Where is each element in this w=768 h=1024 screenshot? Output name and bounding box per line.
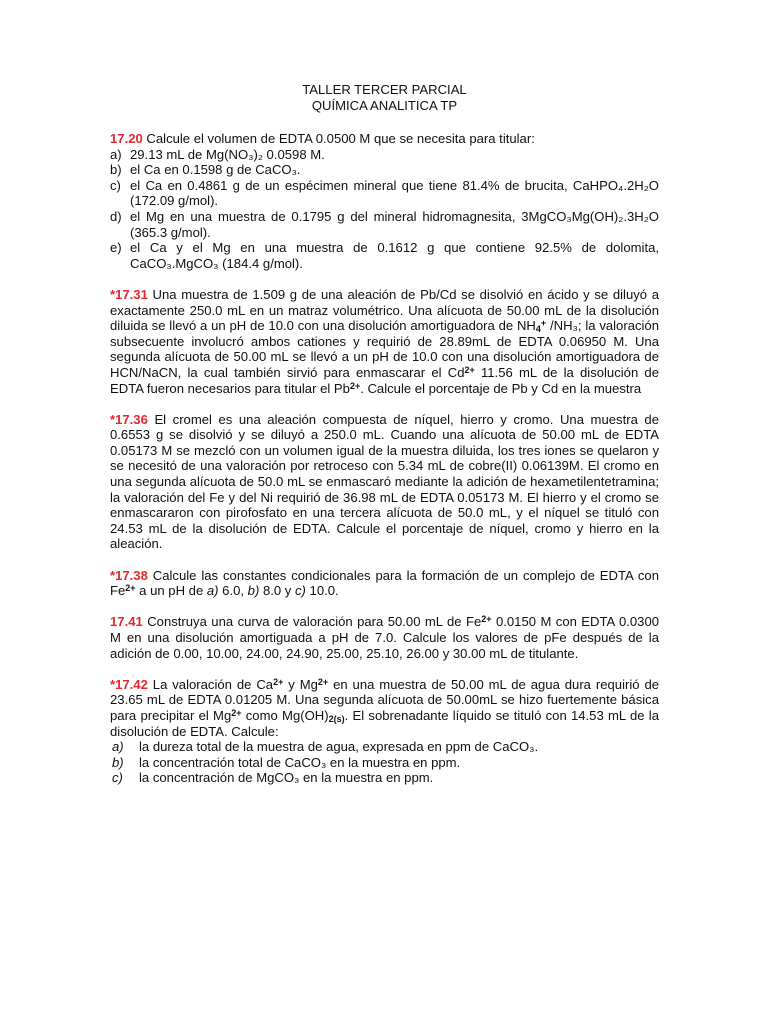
item-label: b) bbox=[110, 162, 122, 178]
part-label: c) bbox=[295, 583, 306, 599]
item-label: a) bbox=[110, 146, 122, 162]
list-item bbox=[110, 209, 659, 240]
list-item bbox=[110, 147, 659, 163]
list-item bbox=[110, 240, 659, 271]
problem-17-42 bbox=[110, 677, 659, 786]
problem-number: *17.38 bbox=[110, 567, 148, 583]
problem-text: 10.0. bbox=[305, 583, 339, 599]
list-item bbox=[110, 162, 659, 178]
item-text: la dureza total de la muestra de agua, expresada en ppm de CaCO₃. bbox=[139, 739, 539, 755]
problem-number: 17.41 bbox=[110, 614, 143, 630]
item-label: c) bbox=[112, 770, 123, 786]
superscript: 2+ bbox=[273, 676, 284, 687]
problem-17-38 bbox=[110, 568, 659, 599]
item-label: b) bbox=[112, 754, 124, 770]
list-item bbox=[110, 770, 659, 786]
superscript: 2+ bbox=[125, 583, 136, 594]
problem-text: 0.0150 M con EDTA 0.0300 M en una disolución amortiguada a pH de 7.0. Calcule los valores de pFe después de la adición de 0.00, 10.00, 24.00, 24.90, 25.00, 25.10, 26.00 y 30.00 mL de titulante. bbox=[110, 614, 660, 661]
problem-17-36 bbox=[110, 412, 659, 552]
problem-text: /NH₃; la valoración subsecuente involucró ambos cationes y requirió de 28.89mL de EDTA 0.06950 M. Una segunda alícuota de 50.00 mL se llevó a un pH de 10.0 con una disolución amortiguadora de HCN/NaCN, la cual también sirvió para enmascarar el Cd bbox=[110, 318, 659, 380]
list-item bbox=[110, 755, 659, 771]
problem-text: Calcule el volumen de EDTA 0.0500 M que se necesita para titular: bbox=[142, 131, 535, 146]
subscript: 2(s) bbox=[328, 713, 345, 724]
problem-text: El cromel es una aleación compuesta de níquel, hierro y cromo. Una muestra de 0.6553 g se disolvió y se diluyó a 250.0 mL. Cuando una alícuota de 50.00 mL de EDTA 0.05173 M se mezcló con un volumen igual de la muestra diluida, los tres iones se quelaron y se necesitó de una valoración por retroceso con 5.34 mL de cobre(II) 0.06139M. El cromo en una segunda alícuota de 50.0 mL se enmascaró mediante la adición de hexametilentetramina; la valoración del Fe y del Ni requirió de 36.98 mL de EDTA 0.05173 M. El hierro y el cromo se enmascararon con pirofosfato en una tercera alícuota de 50.0 mL, y el níquel se tituló con 24.53 mL de la disolución de EDTA. Calcule el porcentaje de níquel, cromo y hierro en la aleación. bbox=[110, 411, 659, 552]
problem-17-41 bbox=[110, 614, 659, 661]
problem-text: . Calcule el porcentaje de Pb y Cd en la muestra bbox=[360, 380, 642, 396]
item-text: el Mg en una muestra de 0.1795 g del mineral hidromagnesita, 3MgCO₃Mg(OH)₂.3H₂O (365.3 g/mol). bbox=[130, 208, 659, 240]
problem-text: Una muestra de 1.509 g de una aleación de Pb/Cd se disolvió en ácido y se diluyó a exactamente 250.0 mL en un matraz volumétrico. Una alícuota de 50.00 mL de la disolución diluida se llevó a un pH de 10.0 con una disolución amortiguadora de NH bbox=[110, 286, 659, 334]
item-text: el Ca en 0.4861 g de un espécimen mineral que tiene 81.4% de brucita, CaHPO₄.2H₂O (172.09 g/mol). bbox=[130, 177, 659, 209]
problem-text: . El sobrenadante líquido se tituló con 14.53 mL de la disolución de EDTA. Calcule: bbox=[110, 707, 659, 739]
problem-text: a un pH de bbox=[135, 583, 207, 599]
superscript: + bbox=[540, 318, 547, 329]
problem-17-20-statement bbox=[110, 131, 659, 147]
problem-text: Construya una curva de valoración para 50.00 mL de Fe bbox=[142, 614, 482, 630]
item-label: a) bbox=[112, 739, 124, 755]
title-line-1: TALLER TERCER PARCIAL bbox=[302, 82, 467, 97]
document-title bbox=[110, 82, 659, 114]
problem-number: *17.31 bbox=[110, 286, 148, 302]
list-item bbox=[110, 178, 659, 209]
list-item bbox=[110, 739, 659, 755]
part-label: a) bbox=[206, 583, 219, 599]
problem-17-20 bbox=[110, 131, 659, 271]
item-label: c) bbox=[110, 177, 121, 193]
problem-text: en una muestra de 50.00 mL de agua dura requirió de 23.65 mL de EDTA 0.01205 M. Una segunda alícuota de 50.00mL se hizo fuertemente básica para precipitar el Mg bbox=[110, 676, 660, 723]
problem-text: 8.0 y bbox=[259, 583, 295, 599]
item-label: e) bbox=[110, 240, 122, 256]
item-text: la concentración total de CaCO₃ en la muestra en ppm. bbox=[139, 754, 461, 770]
problem-text: 11.56 mL de la disolución de EDTA fueron necesarios para titular el Pb bbox=[110, 364, 659, 396]
subscript: 4 bbox=[535, 324, 541, 335]
superscript: 2+ bbox=[464, 364, 475, 375]
problem-17-31 bbox=[110, 287, 659, 396]
item-text: la concentración de MgCO₃ en la muestra en ppm. bbox=[139, 770, 434, 786]
superscript: 2+ bbox=[317, 676, 329, 687]
problem-number: *17.36 bbox=[110, 411, 148, 427]
superscript: 2+ bbox=[349, 380, 361, 391]
title-line-2: QUÍMICA ANALITICA TP bbox=[311, 98, 458, 113]
item-text: el Ca en 0.1598 g de CaCO₃. bbox=[130, 162, 301, 178]
problem-text: 6.0, bbox=[218, 583, 248, 599]
problem-text: La valoración de Ca bbox=[147, 676, 274, 692]
document-page bbox=[110, 82, 659, 802]
superscript: 2+ bbox=[231, 707, 242, 718]
part-label: b) bbox=[247, 583, 260, 599]
problem-text: Calcule las constantes condicionales para la formación de un complejo de EDTA con Fe bbox=[110, 567, 659, 599]
superscript: 2+ bbox=[481, 614, 492, 625]
problem-number: 17.20 bbox=[110, 131, 143, 146]
problem-17-42-statement bbox=[110, 677, 659, 739]
problem-text: como Mg(OH) bbox=[241, 707, 329, 723]
problem-text: y Mg bbox=[283, 676, 318, 692]
item-label: d) bbox=[110, 208, 122, 224]
problem-number: *17.42 bbox=[110, 676, 148, 692]
item-text: 29.13 mL de Mg(NO₃)₂ 0.0598 M. bbox=[130, 146, 325, 162]
item-text: el Ca y el Mg en una muestra de 0.1612 g que contiene 92.5% de dolomita, CaCO₃.MgCO₃ (184.4 g/mol). bbox=[130, 240, 659, 271]
